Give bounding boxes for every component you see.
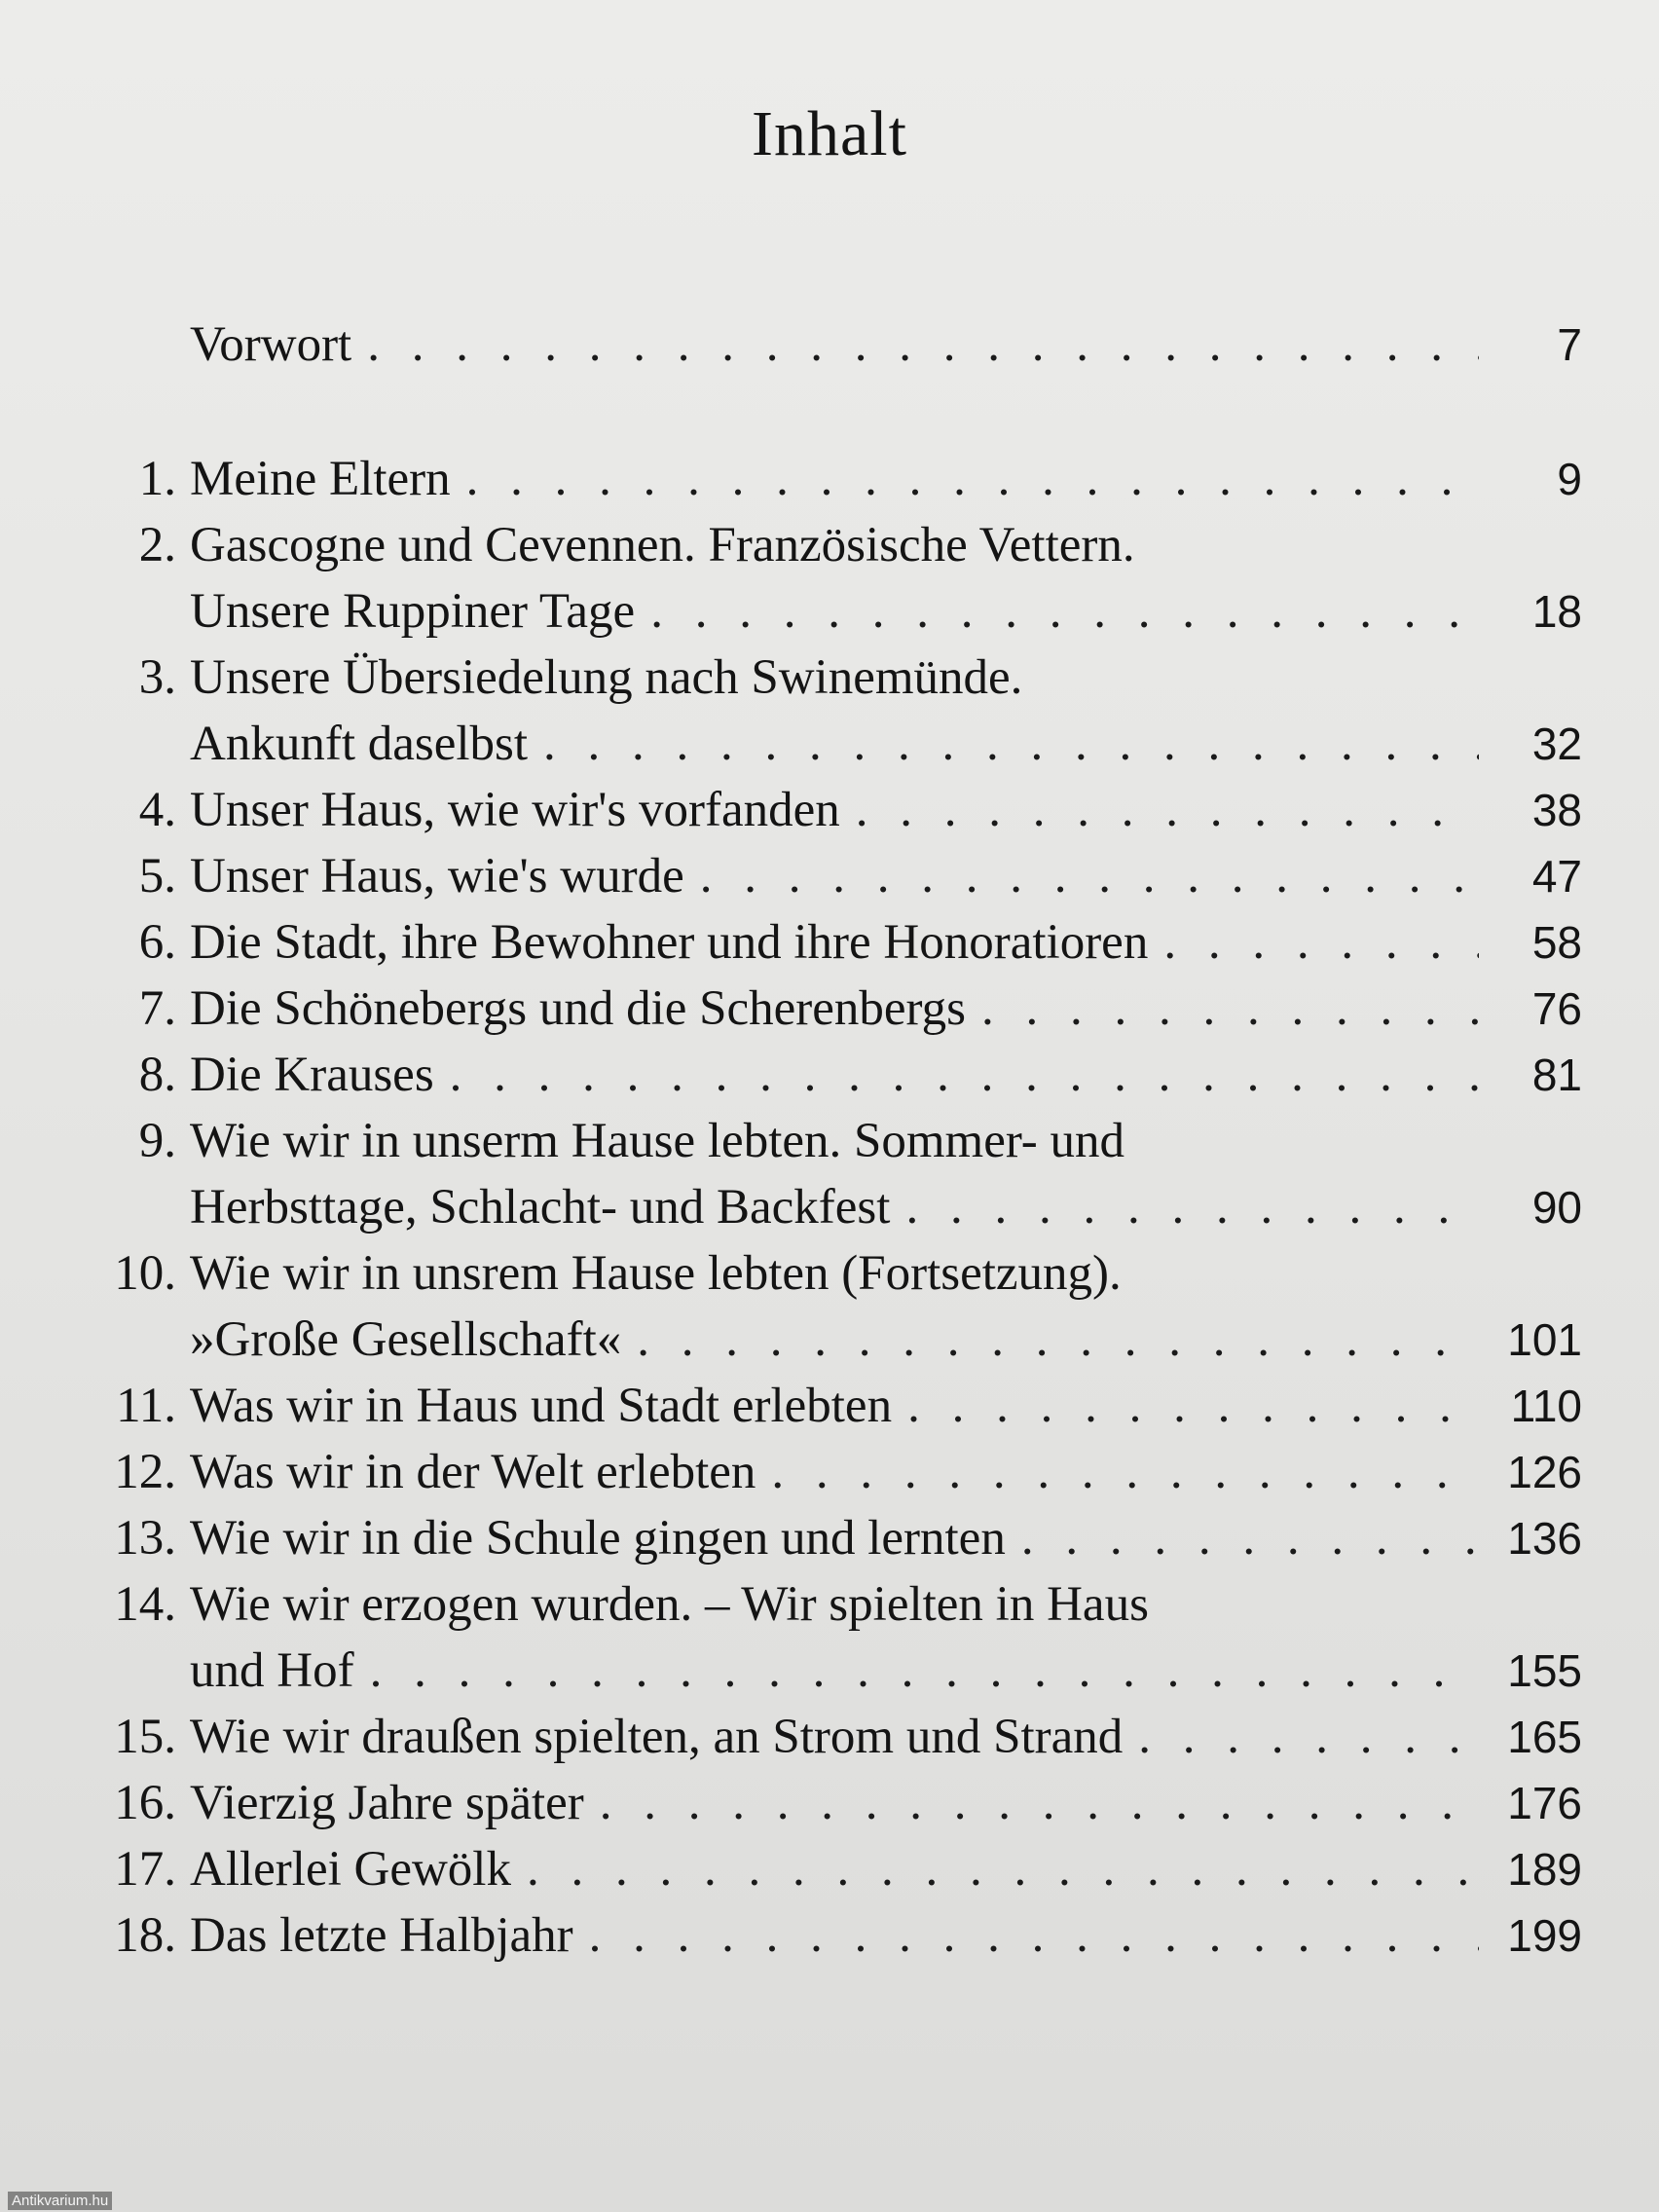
chapter-number: 14. (114, 1577, 176, 1632)
chapter-title-final-line (190, 446, 1582, 512)
toc-entry (83, 446, 1582, 512)
page-number: 189 (1507, 1844, 1582, 1895)
page-number: 38 (1531, 785, 1582, 835)
dot-leader (700, 843, 1479, 909)
chapter-title-final-line (190, 1439, 1582, 1505)
chapter-number: 15. (114, 1710, 176, 1764)
chapter-number: 4. (138, 783, 176, 837)
chapter-title-block (190, 446, 1582, 512)
chapter-title-final-line (190, 312, 1582, 378)
chapter-title-final-line (190, 1174, 1582, 1240)
page-title: Inhalt (752, 98, 907, 169)
chapter-number (83, 312, 190, 378)
chapter-title-block (190, 843, 1582, 909)
page-number: 155 (1507, 1645, 1582, 1696)
toc-entry (83, 1836, 1582, 1902)
page-number: 32 (1531, 719, 1582, 769)
page-number: 47 (1531, 851, 1582, 902)
page-number: 176 (1507, 1778, 1582, 1828)
toc-entry (83, 1505, 1582, 1571)
chapter-number: 5. (138, 849, 176, 903)
chapter-title-block (190, 909, 1582, 976)
page-number: 18 (1531, 586, 1582, 637)
toc-entry (83, 976, 1582, 1042)
page-number: 165 (1507, 1712, 1582, 1762)
chapter-title: Wie wir draußen spielten, an Strom und Strand (190, 1710, 1124, 1764)
page-number: 7 (1557, 319, 1582, 370)
toc-entry (83, 1240, 1582, 1373)
chapter-number: 8. (138, 1048, 176, 1102)
dot-leader (981, 976, 1479, 1042)
toc-entry (83, 1439, 1582, 1505)
chapter-title: Unser Haus, wie's wurde (190, 849, 684, 903)
toc-entry (83, 1902, 1582, 1969)
chapter-title: Vorwort (190, 317, 352, 372)
chapter-title-final-line (190, 843, 1582, 909)
toc-entry (83, 1571, 1582, 1704)
page-number: 110 (1510, 1381, 1582, 1431)
chapter-title-block (190, 1704, 1582, 1770)
page-number: 90 (1531, 1182, 1582, 1233)
chapter-title-line: Wie wir erzogen wurden. – Wir spielten in Haus (190, 1577, 1149, 1632)
chapter-number: 10. (114, 1246, 176, 1301)
dot-leader (1138, 1704, 1479, 1770)
dot-leader (907, 1373, 1479, 1439)
toc-entry (83, 909, 1582, 976)
chapter-number: 6. (138, 915, 176, 970)
chapter-number: 17. (114, 1842, 176, 1897)
chapter-title-block (190, 1439, 1582, 1505)
toc-entry (83, 1373, 1582, 1439)
chapter-title: Meine Eltern (190, 452, 451, 506)
toc-entry (83, 512, 1582, 645)
page-number: 136 (1507, 1513, 1582, 1564)
toc-entry (83, 1770, 1582, 1836)
chapter-title-block (190, 1902, 1582, 1969)
chapter-title: Vierzig Jahre später (190, 1776, 584, 1830)
chapter-title-block (190, 512, 1582, 645)
dot-leader (527, 1836, 1479, 1902)
chapter-title: Die Schönebergs und die Scherenbergs (190, 981, 966, 1036)
chapter-number: 3. (138, 650, 176, 705)
page-number: 9 (1557, 454, 1582, 504)
chapter-title-final-line (190, 976, 1582, 1042)
dot-leader (1163, 909, 1479, 976)
watermark-label: Antikvarium.hu (8, 2192, 112, 2210)
chapter-title-final-line (190, 1770, 1582, 1836)
chapter-title-block (190, 777, 1582, 843)
toc-entry (83, 843, 1582, 909)
chapter-title-final-line (190, 909, 1582, 976)
chapter-number: 9. (138, 1114, 176, 1168)
chapter-number: 13. (114, 1511, 176, 1566)
chapter-title: Was wir in Haus und Stadt erlebten (190, 1379, 893, 1433)
chapter-title-final-line (190, 1836, 1582, 1902)
chapter-number: 11. (116, 1379, 176, 1433)
chapter-title: und Hof (190, 1643, 354, 1698)
chapter-title: Ankunft daselbst (190, 717, 529, 771)
chapter-title: Die Stadt, ihre Bewohner und ihre Honoratioren (190, 915, 1149, 970)
chapter-number: 18. (114, 1908, 176, 1963)
dot-leader (1021, 1505, 1479, 1571)
toc-entry (83, 1704, 1582, 1770)
dot-leader (543, 711, 1479, 777)
toc-entry (83, 1042, 1582, 1108)
chapter-title-final-line (190, 1902, 1582, 1969)
chapter-title-final-line (190, 711, 1582, 777)
dot-leader (771, 1439, 1479, 1505)
toc-entry (83, 645, 1582, 777)
chapter-title-block (190, 1373, 1582, 1439)
chapter-title-line: Gascogne und Cevennen. Französische Vettern. (190, 518, 1135, 572)
chapter-title-final-line (190, 1307, 1582, 1373)
chapter-title-block (190, 1042, 1582, 1108)
dot-leader (370, 1638, 1479, 1704)
chapter-number: 16. (114, 1776, 176, 1830)
dot-leader (856, 777, 1479, 843)
chapter-title-block (190, 1571, 1582, 1704)
chapter-title-final-line (190, 1042, 1582, 1108)
chapter-number: 7. (138, 981, 176, 1036)
dot-leader (600, 1770, 1479, 1836)
dot-leader (650, 578, 1479, 645)
page-number: 76 (1531, 983, 1582, 1034)
chapter-number: 2. (138, 518, 176, 572)
chapter-title-block (190, 1505, 1582, 1571)
spacer (83, 378, 1582, 446)
dot-leader (367, 312, 1479, 378)
table-of-contents (83, 312, 1582, 1969)
page-number: 58 (1531, 917, 1582, 968)
page-number: 81 (1531, 1050, 1582, 1100)
page-number: 199 (1507, 1910, 1582, 1961)
chapter-title-final-line (190, 1373, 1582, 1439)
chapter-title-line: Wie wir in unserm Hause lebten. Sommer- und (190, 1114, 1125, 1168)
chapter-title: Allerlei Gewölk (190, 1842, 511, 1897)
chapter-title-final-line (190, 1638, 1582, 1704)
dot-leader (466, 446, 1479, 512)
chapter-title-block (190, 976, 1582, 1042)
toc-entry (83, 777, 1582, 843)
dot-leader (905, 1174, 1479, 1240)
chapter-title-line: Unsere Übersiedelung nach Swinemünde. (190, 650, 1023, 705)
chapter-title: Herbsttage, Schlacht- und Backfest (190, 1180, 891, 1235)
chapter-number: 1. (138, 452, 176, 506)
page-number: 126 (1507, 1447, 1582, 1497)
chapter-title-final-line (190, 1505, 1582, 1571)
chapter-title: Was wir in der Welt erlebten (190, 1445, 756, 1499)
chapter-title: »Große Gesellschaft« (190, 1312, 622, 1367)
chapter-title-line: Wie wir in unsrem Hause lebten (Fortsetzung). (190, 1246, 1122, 1301)
chapter-title-block (190, 1108, 1582, 1240)
chapter-title-final-line (190, 578, 1582, 645)
dot-leader (637, 1307, 1479, 1373)
chapter-title: Das letzte Halbjahr (190, 1908, 573, 1963)
chapter-title-final-line (190, 1704, 1582, 1770)
chapter-title: Unsere Ruppiner Tage (190, 584, 636, 639)
chapter-title-block (190, 1836, 1582, 1902)
chapter-title-block (190, 312, 1582, 378)
chapter-title-block (190, 1240, 1582, 1373)
dot-leader (450, 1042, 1479, 1108)
chapter-title: Unser Haus, wie wir's vorfanden (190, 783, 840, 837)
dot-leader (589, 1902, 1479, 1969)
chapter-title: Die Krauses (190, 1048, 434, 1102)
toc-entry (83, 312, 1582, 378)
chapter-title: Wie wir in die Schule gingen und lernten (190, 1511, 1006, 1566)
chapter-title-block (190, 645, 1582, 777)
chapter-title-block (190, 1770, 1582, 1836)
chapter-title-final-line (190, 777, 1582, 843)
toc-entry (83, 1108, 1582, 1240)
page-number: 101 (1507, 1314, 1582, 1365)
chapter-number: 12. (114, 1445, 176, 1499)
